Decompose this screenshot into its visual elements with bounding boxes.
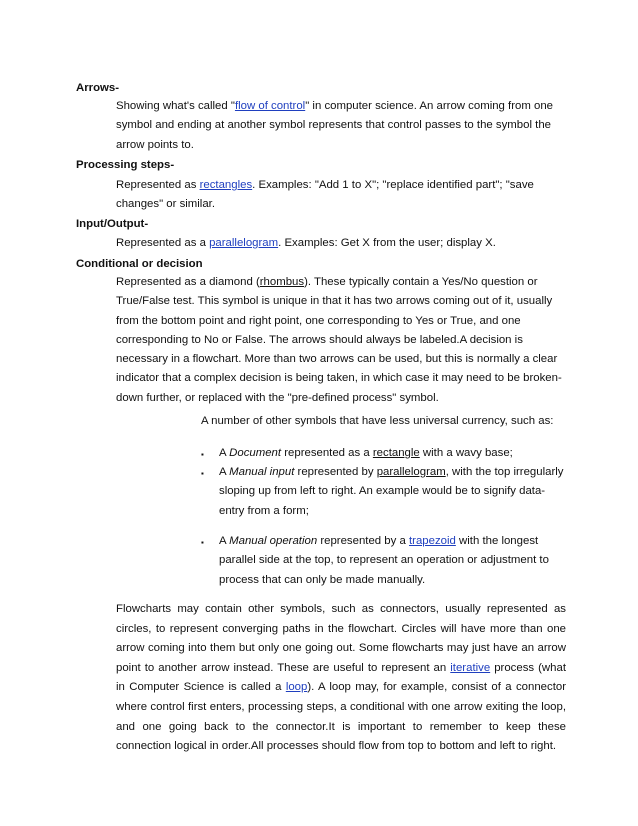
link-loop[interactable]: loop (285, 681, 308, 694)
bullet-icon: ▪ (201, 469, 204, 478)
link-iterative[interactable]: iterative (450, 661, 491, 674)
list-item-manual-operation: A Manual operation represented by a trapezoid with the longest parallel side at the top, to represent an operation or adjustment to process that can only be made manually. (219, 535, 549, 586)
heading-arrows: Arrows- (76, 82, 120, 94)
heading-input-output: Input/Output- (76, 218, 149, 230)
link-rectangles[interactable]: rectangles (199, 179, 253, 191)
list-item-manual-input: A Manual input represented by parallelogram, with the top irregularly sloping up from left to right. An example would be to signify data-entry from a form; (219, 466, 564, 517)
heading-conditional-or-decision: Conditional or decision (76, 258, 203, 270)
paragraph-decision: Represented as a diamond (rhombus). These typically contain a Yes/No question or True/False test. This symbol is unique in that it has two arrows coming out of it, usually from the bottom point and right point, one corresponding to Yes or True, and one corresponding to No or False. The arrows should always be labeled.A decision is necessary in a flowchart. More than two arrows can be used, but this is normally a clear indicator that a complex decision is being taken, in which case it may need to be broken-down further, or replaced with the "pre-defined process" symbol. (116, 276, 562, 404)
link-trapezoid[interactable]: trapezoid (409, 535, 456, 547)
link-rectangle[interactable]: rectangle (372, 447, 420, 459)
other-symbols-intro: A number of other symbols that have less universal currency, such as: (201, 415, 554, 427)
list-item-document: A Document represented as a rectangle with a wavy base; (219, 447, 513, 459)
link-parallelogram[interactable]: parallelogram (209, 237, 279, 249)
paragraph-input-output: Represented as a parallelogram. Examples: Get X from the user; display X. (116, 237, 496, 249)
bullet-icon: ▪ (201, 450, 204, 459)
paragraph-flowcharts: Flowcharts may contain other symbols, such as connectors, usually represented as circles, to represent converging paths in the flowchart. Circles will have more than one arrow coming into them but only one going out. Some flowcharts may just have an arrow point to another arrow instead. These are useful to represent an iterative process (what in Computer Science is called a loop). A loop may, for example, consist of a connector where control first enters, processing steps, a conditional with one arrow exiting the loop, and one going back to the connector.It is important to remember to keep these connection logical in order.All processes should flow from top to bottom and left to right. (116, 603, 566, 753)
link-flow-of-control[interactable]: flow of control (234, 100, 306, 112)
bullet-icon: ▪ (201, 538, 204, 547)
heading-processing-steps: Processing steps- (76, 159, 175, 171)
link-parallelogram-manual-input[interactable]: parallelogram (376, 466, 446, 478)
paragraph-processing-steps: Represented as rectangles. Examples: "Add 1 to X"; "replace identified part"; "save changes" or similar. (116, 179, 534, 211)
link-rhombus[interactable]: rhombus (259, 276, 305, 288)
paragraph-arrows: Showing what's called "flow of control" in computer science. An arrow coming from one symbol and ending at another symbol represents that control passes to the symbol the arrow points to. (116, 100, 554, 151)
